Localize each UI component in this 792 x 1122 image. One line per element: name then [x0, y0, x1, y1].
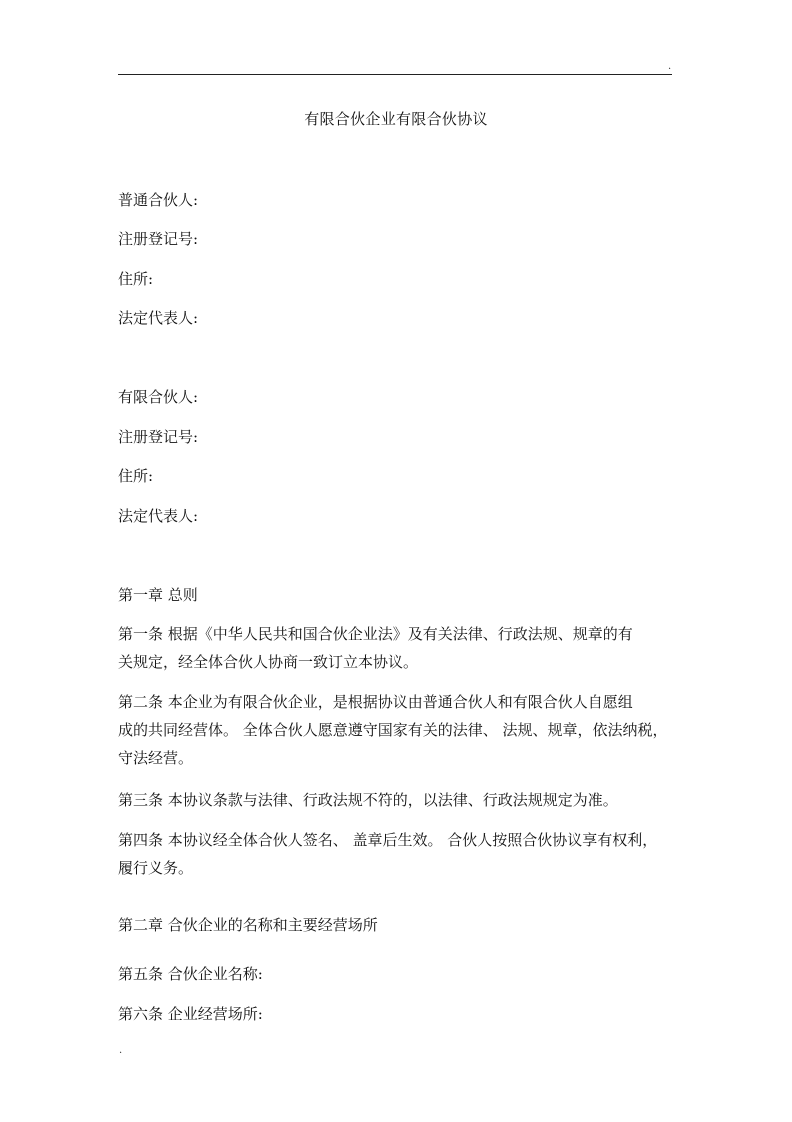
general-partner-label: 普通合伙人: [118, 191, 199, 209]
article-3-line-1: 第三条 本协议条款与法律、行政法规不符的，以法律、行政法规规定为准。 [118, 791, 618, 809]
chapter-1-heading: 第一章 总则 [118, 586, 198, 604]
chapter-2-heading: 第二章 合伙企业的名称和主要经营场所 [118, 916, 378, 934]
limited-partner-address-label: 住所: [118, 467, 154, 485]
document-title: 有限合伙企业有限合伙协议 [304, 110, 488, 128]
limited-partner-rep-label: 法定代表人: [118, 507, 199, 525]
header-rule [118, 74, 672, 75]
article-2-line-2: 成的共同经营体。 全体合伙人愿意遵守国家有关的法律、 法规、规章，依法纳税， [118, 721, 668, 739]
article-2-line-3: 守法经营。 [118, 749, 194, 767]
general-partner-address-label: 住所: [118, 270, 154, 288]
article-2 [118, 688, 670, 772]
article-2-line-1: 第二条 本企业为有限合伙企业，是根据协议由普通合伙人和有限合伙人自愿组 [118, 693, 633, 711]
article-4 [118, 826, 670, 882]
article-4-line-1: 第四条 本协议经全体合伙人签名、 盖章后生效。 合伙人按照合伙协议享有权利， [118, 831, 658, 849]
general-partner-reg-label: 注册登记号: [118, 230, 199, 248]
limited-partner-label: 有限合伙人: [118, 388, 199, 406]
article-1-line-1: 第一条 根据《中华人民共和国合伙企业法》及有关法律、行政法规、规章的有 [118, 625, 633, 643]
article-1-line-2: 关规定，经全体合伙人协商一致订立本协议。 [118, 653, 419, 671]
general-partner-rep-label: 法定代表人: [118, 309, 199, 327]
header-mark: . [668, 61, 672, 72]
limited-partner-reg-label: 注册登记号: [118, 428, 199, 446]
article-1 [118, 620, 670, 676]
article-4-line-2: 履行义务。 [118, 859, 194, 877]
article-6: 第六条 企业经营场所: [118, 1005, 263, 1023]
article-5: 第五条 合伙企业名称: [118, 965, 263, 983]
footer-mark: . [119, 1045, 123, 1056]
article-3 [118, 786, 670, 814]
